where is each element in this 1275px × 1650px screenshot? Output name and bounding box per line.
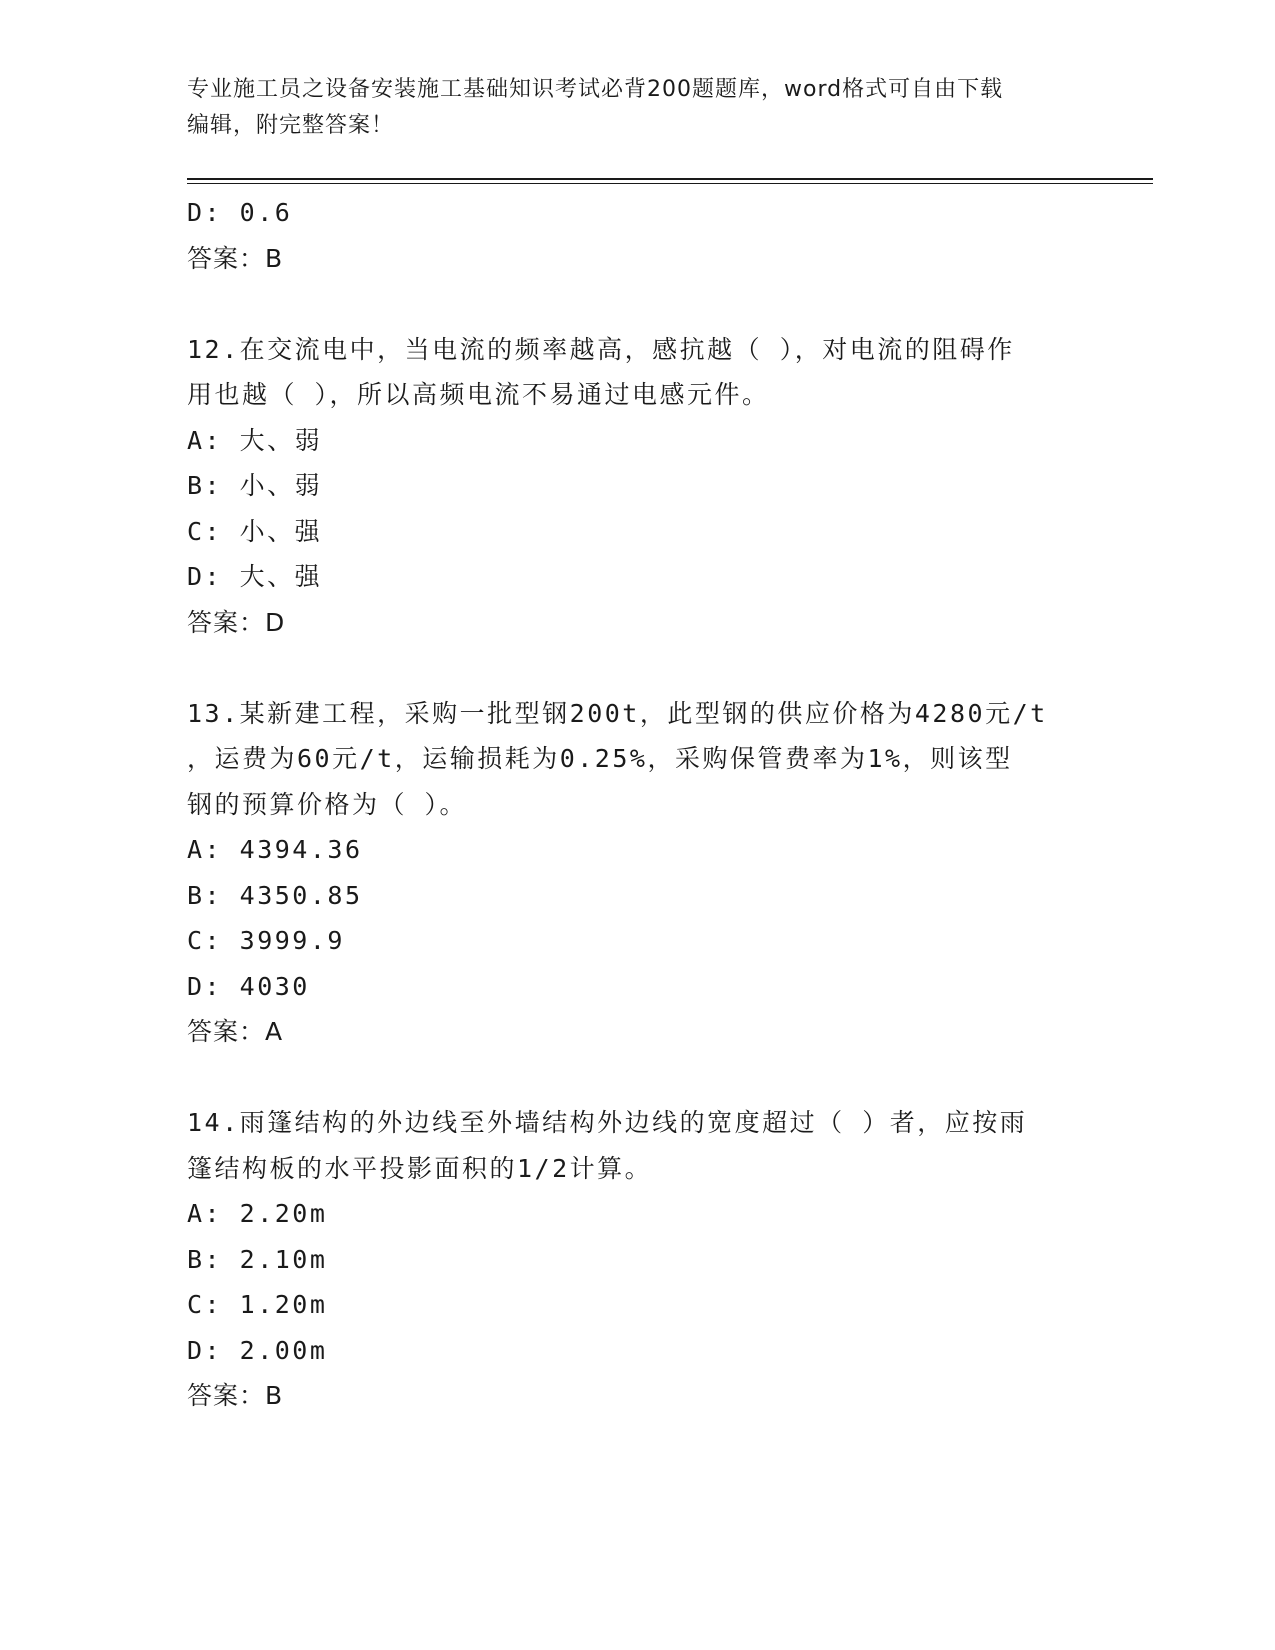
question-text-line: 13.某新建工程，采购一批型钢200t，此型钢的供应价格为4280元/t	[187, 698, 1048, 728]
option-b: B: 4350.85	[187, 880, 363, 910]
option-d: D: 0.6	[187, 198, 293, 227]
header-divider-thin	[187, 183, 1153, 184]
answer: 答案：A	[187, 1017, 284, 1046]
option-a: A: 2.20m	[187, 1199, 328, 1228]
question-12	[187, 327, 1067, 646]
option-a: A: 4394.36	[187, 835, 363, 864]
header-title-line-2: 编辑，附完整答案！	[187, 113, 395, 138]
question-text-line: 12.在交流电中，当电流的频率越高，感抗越（ ），对电流的阻碍作	[187, 334, 1015, 364]
answer: 答案：B	[187, 243, 284, 273]
option-b: B: 2.10m	[187, 1244, 328, 1274]
question-14	[187, 1100, 1067, 1419]
option-c: C: 小、强	[187, 516, 323, 546]
question-text-line: 14.雨篷结构的外边线至外墙结构外边线的宽度超过（ ）者，应按雨	[187, 1108, 1028, 1137]
document-body	[187, 190, 1067, 1419]
answer: 答案：B	[187, 1381, 284, 1410]
option-a: A: 大、弱	[187, 425, 323, 455]
spacer	[187, 645, 1067, 691]
header-title-line-1: 专业施工员之设备安装施工基础知识考试必背200题题库，word格式可自由下载	[187, 77, 1004, 102]
question-text-line: 用也越（ ），所以高频电流不易通过电感元件。	[187, 380, 770, 409]
header-divider-thick	[187, 178, 1153, 180]
option-c: C: 3999.9	[187, 926, 345, 955]
question-text-line: ，运费为60元/t，运输损耗为0.25%，采购保管费率为1%，则该型	[187, 744, 1013, 773]
option-d: D: 大、强	[187, 562, 323, 591]
spacer	[187, 1055, 1067, 1101]
option-d: D: 2.00m	[187, 1335, 328, 1365]
answer: 答案：D	[187, 607, 286, 637]
question-13	[187, 691, 1067, 1055]
question-text-line: 钢的预算价格为（ ）。	[187, 789, 468, 819]
document-header	[187, 72, 1067, 144]
question-11-tail	[187, 190, 1067, 281]
option-c: C: 1.20m	[187, 1290, 328, 1319]
option-b: B: 小、弱	[187, 471, 323, 500]
question-text-line: 篷结构板的水平投影面积的1/2计算。	[187, 1153, 653, 1183]
option-d: D: 4030	[187, 971, 310, 1001]
spacer	[187, 281, 1067, 327]
